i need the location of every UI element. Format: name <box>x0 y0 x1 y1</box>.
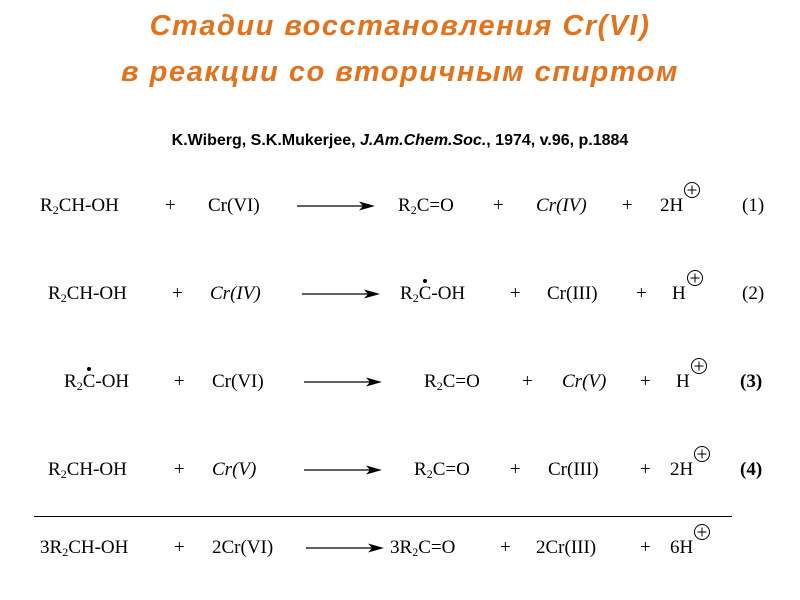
product-ketone-total: $3R_2C=O$ <box>390 537 456 559</box>
plus-sign: + <box>165 195 176 216</box>
circled-plus-icon <box>686 269 704 287</box>
reactant-ketyl-radical: $R_2C-OH$ <box>64 371 130 393</box>
title-line-2: в реакции со вторичным спиртом <box>121 56 679 88</box>
equation-number: (2) <box>742 283 765 304</box>
equation-4 <box>0 448 800 492</box>
plus-sign: + <box>622 195 633 216</box>
plus-sign: + <box>493 195 504 216</box>
product-ketone: $R_2C=O$ <box>414 459 470 481</box>
right-arrow-icon <box>304 376 382 388</box>
reference-journal: J.Am.Chem.Soc. <box>360 132 487 149</box>
product-protons: 2H <box>660 195 683 217</box>
product-cr-iv: Cr(IV) <box>536 195 587 216</box>
plus-sign: + <box>522 371 533 392</box>
summation-divider <box>34 516 732 517</box>
reference-details: , 1974, v.96, p.1884 <box>486 132 629 149</box>
plus-sign: + <box>172 283 183 304</box>
reactant-cr-vi: Cr(VI) <box>208 195 260 216</box>
equation-2 <box>0 272 800 316</box>
product-proton: H <box>676 371 690 393</box>
circled-plus-icon <box>690 357 708 375</box>
product-proton: H <box>672 283 686 305</box>
right-arrow-icon <box>297 200 375 212</box>
product-cr-iii: Cr(III) <box>547 283 598 304</box>
plus-sign: + <box>174 459 185 480</box>
reactant-cr-vi: Cr(VI) <box>212 371 264 392</box>
plus-sign: + <box>640 371 651 392</box>
reactant-alcohol-total: $3R_2CH-OH$ <box>40 537 129 559</box>
reactant-alcohol: $R_2CH-OH$ <box>48 283 127 305</box>
overall-equation <box>0 526 800 570</box>
product-ketone: $R_2C=O$ <box>398 195 454 217</box>
right-arrow-icon <box>306 542 384 554</box>
circled-plus-icon <box>693 523 711 541</box>
plus-sign: + <box>510 459 521 480</box>
reference-authors: K.Wiberg, S.K.Mukerjee, <box>171 132 361 149</box>
circled-plus-icon <box>683 181 701 199</box>
plus-sign: + <box>174 371 185 392</box>
product-cr-iii: Cr(III) <box>548 459 599 480</box>
equation-3 <box>0 360 800 404</box>
equation-number: (3) <box>740 371 763 392</box>
plus-sign: + <box>510 283 521 304</box>
reactant-cr-vi-total: 2Cr(VI) <box>212 537 274 558</box>
reactant-alcohol: $R_2CH-OH$ <box>40 195 119 217</box>
plus-sign: + <box>640 537 651 558</box>
plus-sign: + <box>174 537 185 558</box>
product-cr-v: Cr(V) <box>562 371 607 392</box>
equation-number: (1) <box>742 195 765 216</box>
plus-sign: + <box>500 537 511 558</box>
literature-reference <box>0 132 800 150</box>
plus-sign: + <box>636 283 647 304</box>
title-line-1: Стадии восстановления Cr(VI) <box>149 10 651 42</box>
product-protons: 2H <box>670 459 693 481</box>
reactant-cr-v: Cr(V) <box>212 459 257 480</box>
equation-1 <box>0 184 800 228</box>
right-arrow-icon <box>304 464 382 476</box>
product-ketyl-radical: $R_2C-OH$ <box>400 283 466 305</box>
circled-plus-icon <box>693 445 711 463</box>
equation-number: (4) <box>740 459 763 480</box>
reactant-alcohol: $R_2CH-OH$ <box>48 459 127 481</box>
plus-sign: + <box>640 459 651 480</box>
reactant-cr-iv: Cr(IV) <box>210 283 261 304</box>
product-cr-iii-total: 2Cr(III) <box>536 537 597 558</box>
right-arrow-icon <box>302 288 380 300</box>
product-protons-total: 6H <box>670 537 693 559</box>
product-ketone: $R_2C=O$ <box>424 371 480 393</box>
